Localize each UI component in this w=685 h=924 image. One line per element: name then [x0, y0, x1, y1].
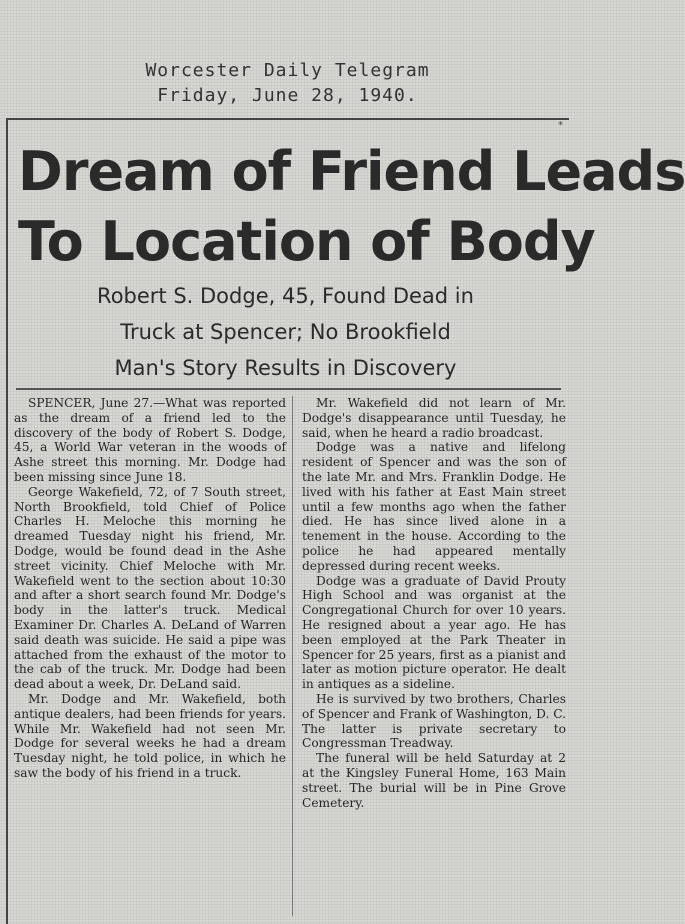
- paragraph: SPENCER, June 27.—What was reported as the dream of a friend led to the discovery of the body of Robert S. Dodge, 45, a World War veteran in the woods of Ashe street this morning. Mr. Dodge had been missing since June 18.: [14, 396, 286, 484]
- deck-line-3: Man's Story Results in Discovery: [114, 356, 457, 380]
- paragraph: Dodge was a native and lifelong resident of Spencer and was the son of the late Mr. and Mrs. Franklin Dodge. He lived with his father at East Main street until a few months ago when the father died. He has since lived alone in a tenement in the house. According to the police he had appeared mentally depressed during recent weeks.: [302, 440, 566, 573]
- newspaper-name: Worcester Daily Telegram: [145, 60, 430, 81]
- corner-mark: *: [558, 120, 563, 131]
- news-clipping: [6, 118, 685, 924]
- publication-date: Friday, June 28, 1940.: [157, 85, 418, 106]
- headline-rule: [16, 388, 561, 390]
- deck-line-2: Truck at Spencer; No Brookfield: [120, 320, 451, 344]
- column-divider: [292, 396, 293, 916]
- paragraph: The funeral will be held Saturday at 2 at the Kingsley Funeral Home, 163 Main street. The burial will be in Pine Grove Cemetery.: [302, 751, 566, 810]
- paragraph: Dodge was a graduate of David Prouty High School and was organist at the Congregational Church for over 10 years. He resigned about a year ago. He has been employed at the Park Theater in Spencer for 25 years, first as a pianist and later as motion picture operator. He dealt in antiques as a sideline.: [302, 573, 566, 692]
- headline-line-2: To Location of Body: [18, 210, 595, 273]
- article-column-right: [302, 396, 566, 914]
- deck-line-1: Robert S. Dodge, 45, Found Dead in: [97, 284, 474, 308]
- article-column-left: [14, 396, 286, 920]
- paragraph: George Wakefield, 72, of 7 South street, North Brookfield, told Chief of Police Charles H. Meloche this morning he dreamed Tuesday night his friend, Mr. Dodge, would be found dead in the Ashe street vicinity. Chief Meloche with Mr. Wakefield went to the section about 10:30 and after a short search found Mr. Dodge's body in the latter's truck. Medical Examiner Dr. Charles A. DeLand of Warren said death was suicide. He said a pipe was attached from the exhaust of the motor to the cab of the truck. Mr. Dodge had been dead about a week, Dr. DeLand said.: [14, 484, 286, 692]
- headline-line-1: Dream of Friend Leads: [18, 140, 685, 203]
- paragraph: Mr. Wakefield did not learn of Mr. Dodge's disappearance until Tuesday, he said, when he heard a radio broadcast.: [302, 396, 566, 440]
- paragraph: Mr. Dodge and Mr. Wakefield, both antique dealers, had been friends for years. While Mr. Wakefield had not seen Mr. Dodge for several weeks he had a dream Tuesday night, he told police, in which he saw the body of his friend in a truck.: [14, 691, 286, 780]
- paragraph: He is survived by two brothers, Charles of Spencer and Frank of Washington, D. C. The latter is private secretary to Congressman Treadway.: [302, 691, 566, 751]
